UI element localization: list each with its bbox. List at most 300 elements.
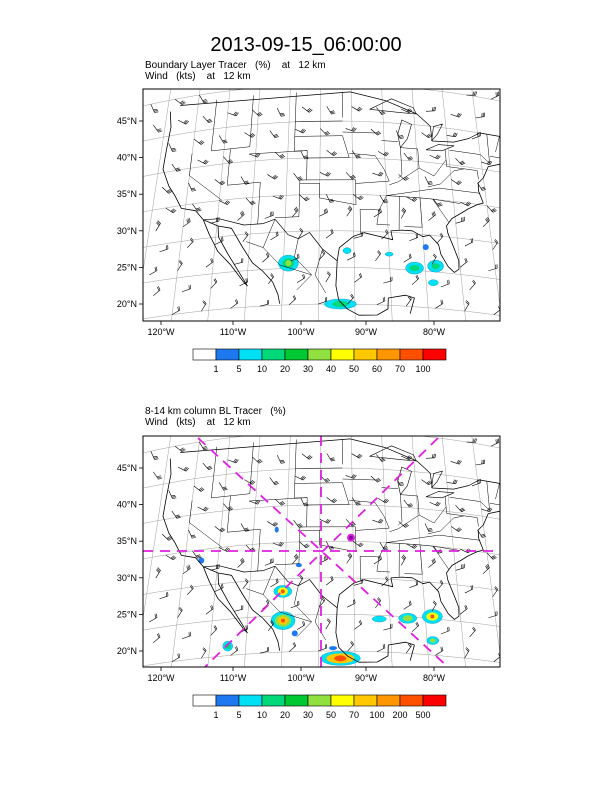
latitude-gridline (70, 267, 596, 297)
wind-barb (412, 622, 419, 632)
lat-label: 40°N (116, 152, 137, 163)
wind-barb (215, 526, 225, 532)
wind-barb (467, 438, 477, 442)
colorbar-swatch (331, 349, 354, 360)
wind-barb (352, 454, 363, 459)
wind-barb (346, 127, 357, 131)
colorbar-swatch (423, 695, 446, 706)
colorbar-label: 20 (279, 364, 291, 374)
wind-barb (252, 110, 262, 116)
wind-barb (428, 558, 435, 567)
wind-barb (470, 627, 476, 637)
wind-barb (404, 153, 413, 160)
latitude-gridline (93, 158, 573, 188)
latitude-gridline (116, 48, 550, 78)
wind-barb (406, 296, 411, 306)
wind-barb (234, 605, 243, 611)
wind-barb (372, 519, 383, 523)
wind-barb (327, 497, 337, 502)
tracer-contour (349, 536, 353, 540)
wind-barb (372, 172, 383, 176)
wind-barb (319, 208, 327, 216)
wind-barb (352, 107, 363, 112)
wind-barb (245, 133, 256, 138)
wind-barb (326, 194, 334, 202)
coastline-pacific (163, 112, 280, 304)
coastline-gulf-atlantic (336, 144, 528, 301)
wind-barb (245, 480, 256, 485)
lon-label: 120°W (147, 327, 175, 337)
wind-barb (223, 157, 232, 164)
wind-barb (234, 258, 243, 264)
latitude-gridline (78, 231, 589, 261)
wind-barb (320, 128, 330, 135)
state-boundary (211, 95, 253, 150)
wind-barb (476, 113, 485, 118)
state-boundary (399, 196, 422, 227)
wind-barb (437, 233, 443, 243)
state-boundary (398, 495, 402, 525)
wind-barb (231, 299, 238, 308)
wind-barb (159, 245, 168, 252)
longitude-gridline (88, 63, 146, 385)
wind-barb (327, 150, 337, 155)
wind-barb (377, 297, 385, 305)
wind-barb (153, 472, 162, 479)
wind-barb (210, 564, 219, 570)
state-boundary (389, 515, 434, 532)
wind-barb (326, 576, 333, 585)
longitude-gridline (280, 42, 293, 364)
lon-label: 90°W (354, 327, 378, 337)
wind-barb (447, 480, 457, 484)
state-boundary (420, 545, 449, 570)
longitude-gridline (165, 51, 205, 373)
latitude-gridline (70, 614, 596, 644)
wind-barb (206, 605, 213, 614)
wind-barb (151, 104, 159, 112)
state-boundary (295, 483, 349, 505)
tracer-contour (275, 527, 279, 533)
wind-barb (460, 258, 467, 267)
state-boundary (360, 209, 390, 225)
wind-barb (228, 112, 239, 116)
longitude-gridline (525, 64, 585, 386)
wind-barb (399, 174, 409, 180)
colorbar-label: 10 (256, 710, 268, 720)
wind-barb (447, 133, 457, 137)
wind-barb (172, 164, 181, 171)
wind-barb (355, 620, 362, 629)
tracer-contour (329, 646, 337, 650)
tracer-contour (285, 260, 291, 266)
lat-label: 35°N (116, 189, 137, 200)
wind-barb (275, 152, 285, 158)
cross-section-line (198, 438, 448, 667)
great-lake (370, 446, 417, 461)
wind-barb (194, 139, 204, 145)
wind-barb (456, 564, 465, 570)
colorbar-swatch (285, 695, 308, 706)
wind-barb (156, 220, 161, 231)
lat-label: 20°N (116, 646, 137, 656)
state-boundary (399, 543, 422, 574)
wind-barb (275, 499, 285, 505)
tracer-contour (430, 639, 436, 643)
wind-barb (456, 217, 465, 223)
longitude-gridline (554, 419, 612, 741)
wind-barb (198, 507, 209, 511)
wind-barb (421, 480, 431, 485)
wind-barb (149, 614, 157, 622)
tracer-contour (372, 616, 386, 622)
lat-label: 25°N (116, 262, 137, 273)
lon-label: 100°W (287, 673, 315, 683)
state-boundary (300, 180, 356, 205)
state-boundary (360, 556, 361, 580)
wind-barb (169, 490, 177, 498)
state-boundary (433, 199, 461, 204)
coastline-baja (203, 220, 247, 286)
tracer-contour (385, 252, 393, 256)
colorbar-label: 30 (302, 364, 314, 374)
state-boundary (387, 188, 481, 196)
wind-barb (488, 264, 497, 270)
map-content (50, 388, 612, 742)
wind-barb (159, 592, 168, 599)
map-content (50, 41, 612, 395)
latitude-gridline (116, 395, 550, 425)
tracer-contour (430, 615, 434, 619)
wind-barb (289, 642, 296, 652)
longitude-gridline (203, 394, 234, 716)
latitude-gridline (85, 541, 580, 571)
state-boundary (398, 148, 402, 179)
colorbar-label: 30 (302, 710, 314, 720)
us-mexico-border (203, 219, 337, 261)
wind-barb (228, 459, 239, 463)
colorbar-label: 50 (325, 710, 337, 720)
wind-barb (326, 229, 333, 238)
wind-barb (172, 306, 180, 314)
wind-barb (262, 253, 269, 263)
wind-barb (182, 285, 191, 292)
colorbar-swatch (308, 349, 331, 360)
wind-barb (289, 295, 296, 305)
colorbar-swatch (239, 695, 262, 706)
wind-barb (153, 286, 160, 295)
longitude-gridline (50, 71, 117, 393)
colorbar-swatch (400, 349, 423, 360)
wind-barb (428, 211, 435, 220)
map-panel-2 (50, 388, 612, 742)
wind-barb (162, 534, 172, 540)
wind-barb (435, 647, 443, 656)
colorbar-label: 50 (348, 364, 360, 374)
wind-barb (201, 301, 206, 312)
wind-barb (265, 211, 273, 218)
state-boundary (246, 589, 263, 595)
wind-barb (294, 520, 303, 527)
wind-barb (187, 585, 193, 595)
great-lake (426, 492, 454, 498)
wind-barb (201, 648, 206, 659)
state-boundary (389, 168, 434, 185)
colorbar-label: 200 (392, 710, 408, 720)
lon-label: 120°W (147, 673, 175, 683)
wind-barb (347, 553, 352, 563)
wind-barb (295, 476, 306, 480)
wind-barb (246, 198, 255, 205)
colorbar-swatch (216, 349, 239, 360)
longitude-gridline (380, 42, 395, 364)
panel1-subtitle-line1: Boundary Layer Tracer (%) at 12 km (145, 60, 326, 71)
wind-barb (292, 207, 298, 217)
wind-barb (199, 95, 207, 103)
wind-barb (421, 133, 431, 138)
wind-barb (149, 267, 157, 275)
state-boundary (249, 151, 307, 154)
colorbar-swatch (331, 695, 354, 706)
colorbar-swatch (377, 695, 400, 706)
tracer-contour (198, 558, 204, 564)
wind-barb (203, 463, 212, 470)
wind-barb (300, 195, 310, 201)
wind-barb (292, 554, 298, 564)
colorbar-swatch (354, 349, 377, 360)
wind-barb (404, 601, 412, 610)
great-lake (432, 124, 443, 141)
tracer-contour (281, 589, 285, 593)
lon-label: 100°W (287, 327, 315, 337)
wind-barb (493, 239, 498, 249)
wind-barb (491, 91, 499, 99)
wind-barb (406, 643, 411, 653)
wind-barb (267, 521, 278, 526)
tracer-contour (343, 248, 351, 254)
wind-barb (347, 206, 352, 216)
wind-barb (182, 632, 191, 639)
wind-barb (238, 558, 245, 568)
panel2-subtitle-line2: Wind (kts) at 12 km (145, 417, 251, 428)
wind-barb (297, 621, 305, 629)
longitude-gridline (467, 52, 509, 374)
wind-barb (409, 234, 417, 241)
wind-barb (377, 644, 385, 652)
colorbar-label: 500 (415, 710, 431, 720)
wind-barb (166, 208, 177, 213)
state-boundary (433, 546, 461, 551)
wind-barb (194, 486, 204, 492)
wind-barb (399, 521, 409, 527)
wind-barb (188, 183, 196, 191)
wind-barb (426, 107, 436, 111)
lat-label: 45°N (116, 463, 137, 473)
tracer-contour (334, 655, 346, 661)
colorbar-label: 60 (371, 364, 383, 374)
longitude-gridline (438, 395, 471, 717)
lat-label: 35°N (116, 536, 137, 547)
wind-barb (219, 135, 227, 143)
tracer-contour (292, 630, 298, 636)
wind-barb (425, 524, 433, 532)
lon-label: 90°W (354, 673, 378, 683)
colorbar-label: 70 (348, 710, 360, 720)
wind-barb (206, 258, 213, 267)
state-boundary (450, 481, 490, 510)
wind-barb (219, 482, 227, 490)
wind-barb (409, 581, 417, 588)
wind-barb (404, 500, 413, 507)
wind-barb (371, 476, 381, 482)
wind-barb (396, 131, 404, 139)
wind-barb (277, 108, 285, 116)
colorbar-label: 100 (415, 364, 431, 374)
wind-barb (493, 586, 498, 596)
wind-barb (401, 555, 406, 566)
state-boundary (496, 483, 500, 499)
wind-barb (383, 277, 392, 283)
tracer-contour (428, 280, 438, 286)
wind-barb (378, 151, 389, 156)
panel2-subtitle-line1: 8-14 km column BL Tracer (%) (145, 406, 286, 417)
latitude-gridline (78, 578, 589, 608)
wind-barb (353, 541, 363, 546)
wind-barb (481, 508, 492, 512)
state-boundary (295, 136, 349, 158)
wind-barb (302, 107, 312, 112)
longitude-gridline (467, 399, 509, 721)
wind-barb (326, 271, 331, 282)
lon-label: 80°W (422, 327, 446, 337)
wind-barb (425, 177, 433, 185)
wind-barb (318, 644, 326, 651)
great-lake (426, 145, 454, 151)
wind-barb (178, 467, 189, 471)
wind-barb (455, 505, 465, 512)
wind-barb (267, 174, 278, 179)
wind-barb (467, 91, 477, 95)
colorbar-label: 5 (236, 710, 242, 720)
tracer-contour (423, 244, 429, 250)
longitude-gridline (496, 405, 547, 727)
wind-barb (455, 158, 465, 165)
wind-barb (172, 511, 181, 518)
wind-barb (151, 451, 159, 459)
colorbar-swatch (308, 695, 331, 706)
state-boundary (434, 160, 446, 176)
colorbar-label: 70 (394, 364, 406, 374)
colorbar-label: 10 (256, 364, 268, 374)
wind-barb (451, 526, 461, 531)
wind-barb (215, 179, 225, 185)
wind-barb (487, 206, 497, 213)
state-boundary (343, 132, 377, 133)
wind-barb (441, 627, 449, 634)
wind-barb (383, 624, 392, 630)
wind-barb (401, 208, 406, 219)
figure-title: 2013-09-15_06:00:00 (210, 34, 402, 56)
wind-barb (178, 120, 189, 124)
colorbar-label: 5 (236, 364, 242, 374)
wind-barb (277, 455, 285, 463)
wind-barb (451, 179, 461, 184)
tracer-contour (403, 615, 413, 621)
panel1-subtitle-line2: Wind (kts) at 12 km (145, 71, 251, 82)
state-boundary (315, 249, 326, 293)
wind-barb (404, 254, 412, 263)
wind-barb (270, 478, 279, 485)
state-boundary (450, 134, 490, 163)
wind-barb (238, 211, 245, 221)
wind-barb (320, 172, 331, 176)
colorbar-swatch (400, 695, 423, 706)
wind-barb (295, 129, 306, 133)
wind-barb (252, 457, 262, 463)
colorbar-swatch (216, 695, 239, 706)
wind-barb (297, 274, 305, 282)
wind-barb (169, 143, 177, 151)
wind-barb (346, 172, 356, 179)
colorbar-label: 40 (325, 364, 337, 374)
colorbar-swatch (193, 349, 216, 360)
wind-barb (243, 578, 248, 588)
wind-barb (483, 564, 489, 574)
wind-barb (153, 633, 160, 642)
coastline-pacific (163, 459, 280, 651)
state-boundary (420, 198, 449, 223)
tracer-contour (410, 265, 420, 271)
wind-barb (353, 194, 363, 199)
colorbar-label: 100 (369, 710, 385, 720)
state-boundary (360, 209, 361, 233)
colorbar-swatch (377, 349, 400, 360)
lon-label: 80°W (422, 673, 446, 683)
state-boundary (434, 507, 446, 523)
wind-barb (210, 217, 219, 223)
wind-barb (187, 238, 193, 248)
wind-barb (300, 542, 310, 548)
lon-label: 110°W (219, 327, 247, 337)
tracer-contour (281, 619, 285, 623)
wind-barb (327, 453, 335, 461)
longitude-gridline (380, 389, 395, 711)
wind-barb (346, 474, 357, 478)
state-boundary (315, 596, 326, 640)
us-mexico-border (203, 566, 337, 608)
state-boundary (246, 242, 263, 248)
wind-barb (219, 200, 230, 204)
lat-label: 25°N (116, 609, 137, 620)
wind-barb (348, 641, 354, 651)
wind-barb (435, 300, 443, 309)
colorbar-label: 1 (213, 710, 219, 720)
lat-label: 20°N (116, 299, 137, 309)
colorbar-swatch (423, 349, 446, 360)
lat-label: 40°N (116, 499, 137, 510)
tracer-contour (432, 263, 440, 269)
wind-barb (430, 155, 441, 159)
wind-barb (156, 567, 161, 578)
coastline-gulf-atlantic (336, 491, 528, 648)
wind-barb (460, 605, 467, 614)
colorbar-swatch (193, 695, 216, 706)
colorbar (193, 349, 446, 374)
great-lake (370, 99, 417, 114)
wind-barb (188, 530, 196, 538)
longitude-gridline (525, 411, 585, 733)
colorbar-swatch (285, 349, 308, 360)
